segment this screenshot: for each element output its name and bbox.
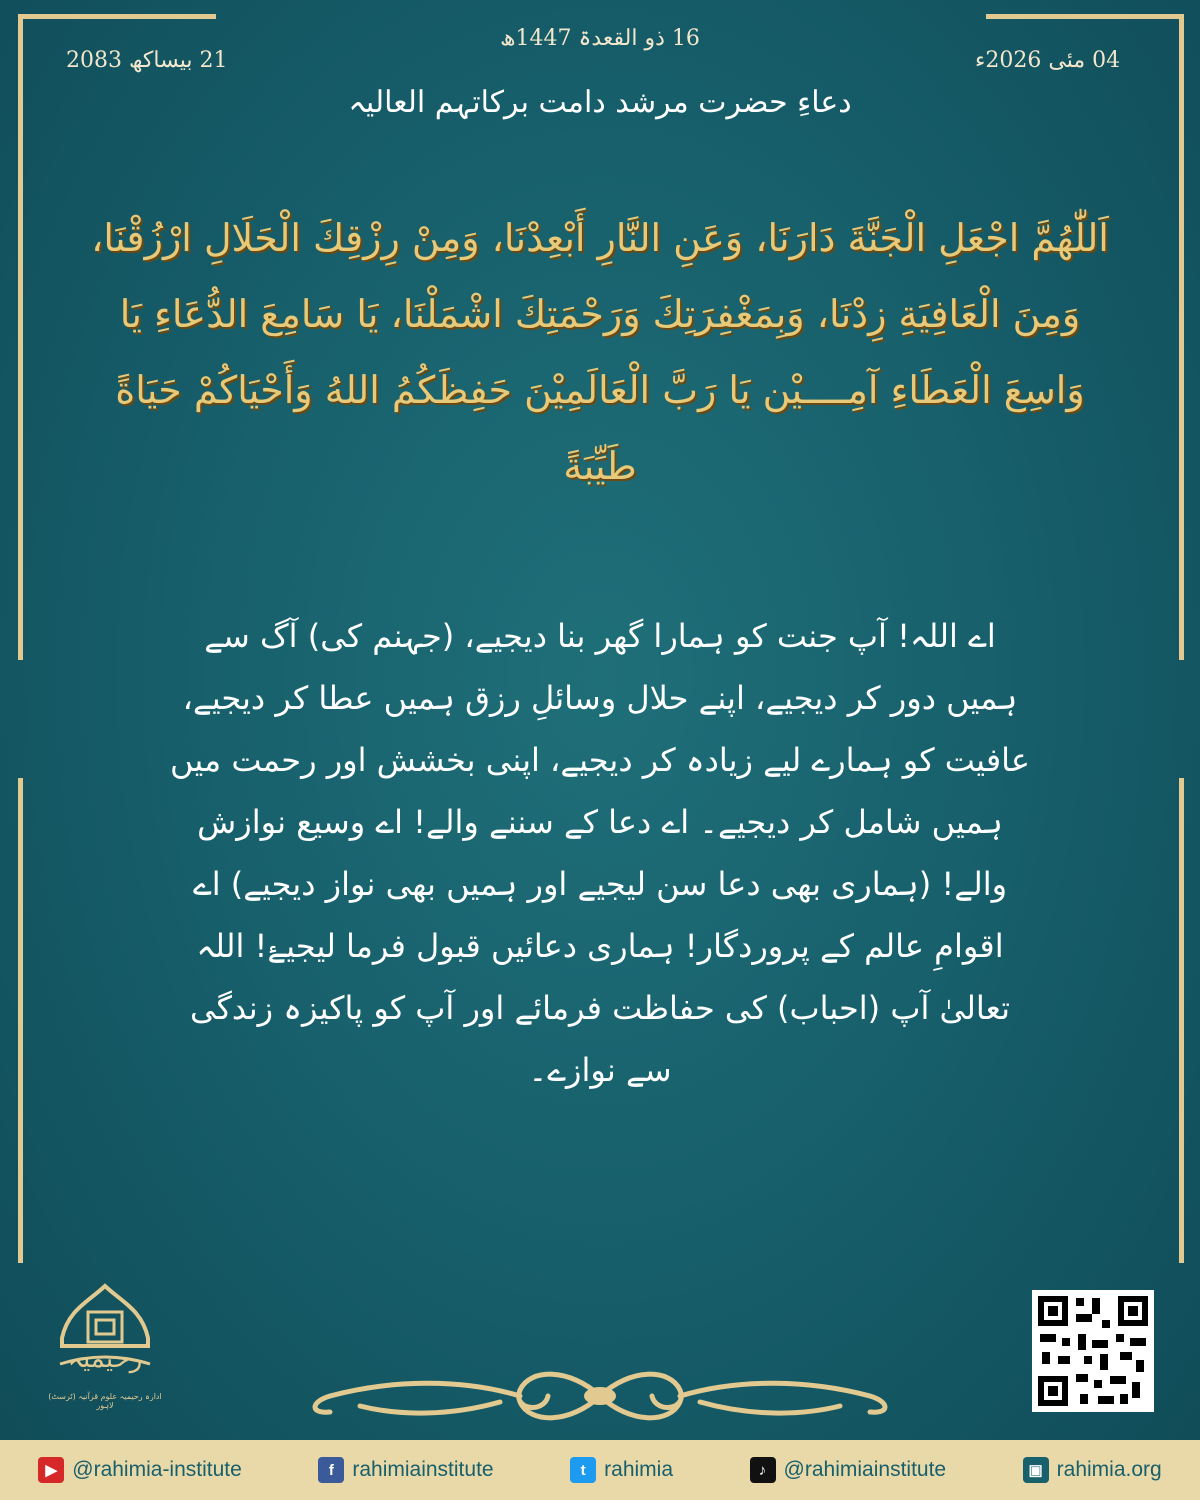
qr-code-icon <box>1032 1290 1154 1412</box>
website-url: rahimia.org <box>1056 1458 1162 1481</box>
gregorian-date: 04 مئی 2026ء <box>975 48 1121 73</box>
qr-code[interactable] <box>1032 1290 1154 1412</box>
logo-text: رحیمیہ <box>67 1344 143 1374</box>
frame-right-bottom <box>1179 778 1184 1263</box>
frame-left-bottom <box>18 778 23 1263</box>
hijri-date: 16 ذو القعدۃ 1447ھ <box>500 26 700 51</box>
arabic-dua: اَللّٰهُمَّ اجْعَلِ الْجَنَّةَ دَارَنَا، وَعَنِ النَّارِ أَبْعِدْنَا، وَمِنْ رِزْقِكَ الْحَلَالِ ارْزُقْنَا، وَمِنَ الْعَافِيَةِ زِدْنَا، وَبِمَغْفِرَتِكَ وَرَحْمَتِكَ اشْمَلْنَا، يَا سَامِعَ الدُّعَاءِ يَا وَاسِعَ الْعَطَاءِ آمِــــيْن يَا رَبَّ الْعَالَمِيْنَ حَفِظَكُمُ اللهُ وَأَحْيَاكُمْ حَيَاةً طَيِّبَةً <box>91 216 1109 488</box>
decorative-ornament-icon <box>300 1362 900 1430</box>
facebook-icon: f <box>318 1457 344 1483</box>
frame-top-left <box>18 14 216 19</box>
youtube-icon: ▶ <box>38 1457 64 1483</box>
facebook-handle: rahimiainstitute <box>352 1458 494 1481</box>
logo-subtitle: ادارہ رحیمیہ علوم قرآنیہ (ٹرسٹ) لاہور <box>48 1392 162 1410</box>
tiktok-link[interactable] <box>750 1457 947 1483</box>
facebook-link[interactable] <box>318 1457 493 1483</box>
bikrami-date: 21 بیساکھ 2083 <box>66 48 228 73</box>
twitter-handle: rahimia <box>604 1458 673 1481</box>
frame-top-right <box>986 14 1184 19</box>
tiktok-handle: @rahimiainstitute <box>783 1458 947 1481</box>
globe-icon: ▣ <box>1023 1457 1049 1483</box>
social-footer <box>0 1440 1200 1500</box>
page-title: دعاءِ حضرت مرشد دامت برکاتہم العالیہ <box>348 85 852 120</box>
youtube-link[interactable] <box>38 1457 242 1483</box>
rahimia-logo <box>40 1280 170 1420</box>
website-link[interactable] <box>1023 1457 1162 1483</box>
twitter-icon: t <box>570 1457 596 1483</box>
tiktok-icon: ♪ <box>750 1457 776 1483</box>
youtube-handle: @rahimia-institute <box>72 1458 242 1481</box>
urdu-translation: اے اللہ! آپ جنت کو ہمارا گھر بنا دیجیے، (جہنم کی) آگ سے ہمیں دور کر دیجیے، اپنے حلال وسائلِ رزق ہمیں عطا کر دیجیے، عافیت کو ہمارے لیے زیادہ کر دیجیے، اپنی بخشش اور رحمت میں ہمیں شامل کر دیجیے۔ اے دعا کے سننے والے! اے وسیع نوازش والے! (ہماری بھی دعا سن لیجیے اور ہمیں بھی نواز دیجیے) اے اقوامِ عالم کے پروردگار! ہماری دعائیں قبول فرما لیجیۓ! اللہ تعالیٰ آپ (احباب) کی حفاظت فرمائے اور آپ کو پاکیزہ زندگی سے نوازے۔ <box>170 617 1030 1089</box>
twitter-link[interactable] <box>570 1457 673 1483</box>
